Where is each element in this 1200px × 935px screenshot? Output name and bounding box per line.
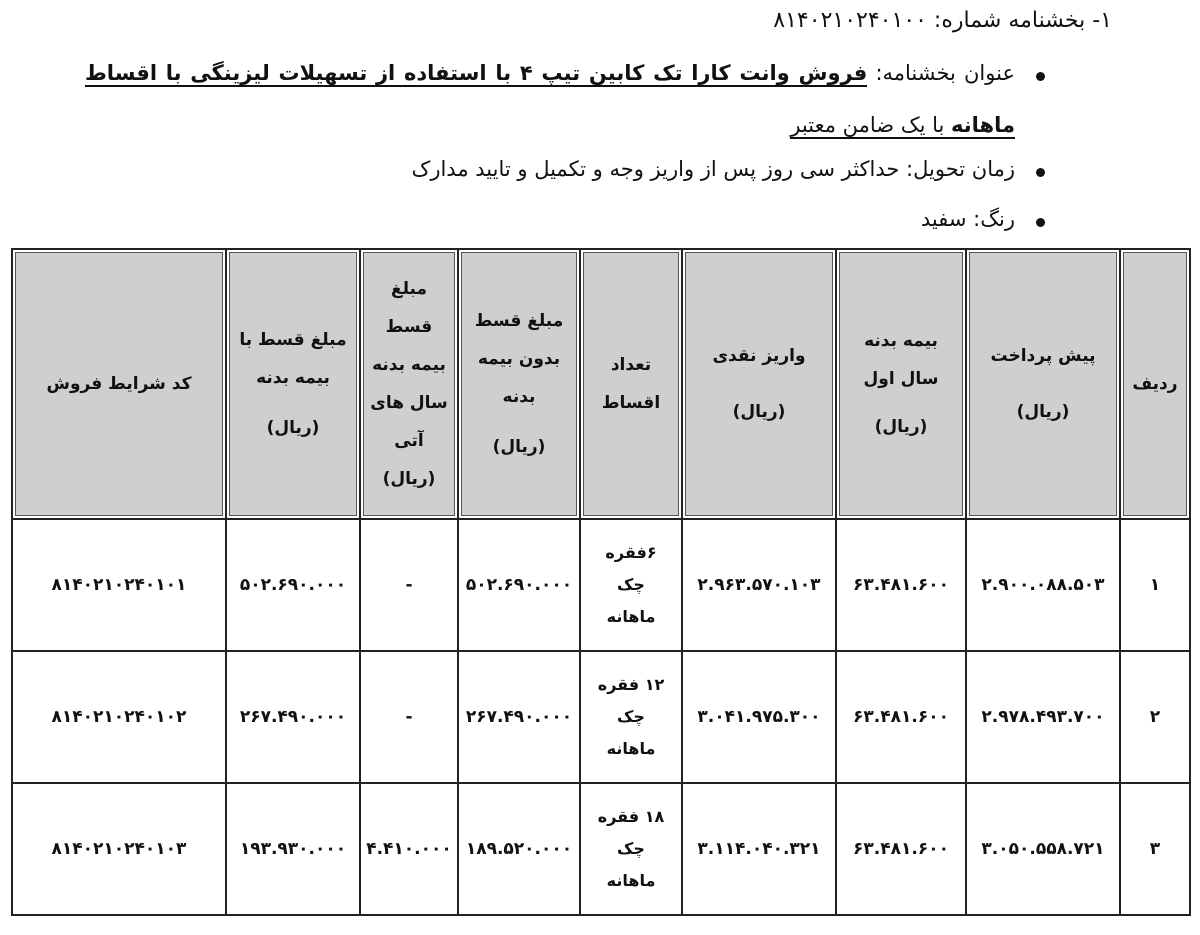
cell-installment-without-insurance: ۱۸۹.۵۲۰.۰۰۰ (458, 783, 580, 915)
bullet-title (85, 56, 1015, 90)
cell-prepayment: ۲.۹۷۸.۴۹۳.۷۰۰ (966, 651, 1120, 783)
circular-heading (773, 6, 1112, 36)
title-label: عنوان بخشنامه: (875, 61, 1015, 85)
header-prepayment: پیش پرداخت (ریال) (966, 249, 1120, 519)
cell-sales-code: ۸۱۴۰۲۱۰۲۴۰۱۰۳ (12, 783, 226, 915)
cell-installment-with-insurance: ۲۶۷.۴۹۰.۰۰۰ (226, 651, 360, 783)
title-value-bold: ماهانه (951, 113, 1015, 137)
title-value-rest: با یک ضامن معتبر (790, 113, 952, 137)
cell-future-insurance-installment: - (360, 519, 458, 651)
heading-label: بخشنامه شماره: (933, 8, 1086, 33)
cell-row-number: ۲ (1120, 651, 1190, 783)
table-header-row (12, 249, 1190, 519)
bullet-dot (1036, 218, 1045, 227)
cell-insurance: ۶۳.۴۸۱.۶۰۰ (836, 651, 966, 783)
header-installment-with-insurance: مبلغ قسط با بیمه بدنه (ریال) (226, 249, 360, 519)
bullet-delivery (412, 152, 1015, 186)
cell-installment-count: ۶فقره چک ماهانه (580, 519, 682, 651)
title-value-line1: فروش وانت کارا تک کابین تیپ ۴ با استفاده از تسهیلات لیزینگی با اقساط (85, 61, 868, 85)
cell-row-number: ۱ (1120, 519, 1190, 651)
cell-prepayment: ۳.۰۵۰.۵۵۸.۷۲۱ (966, 783, 1120, 915)
cell-installment-with-insurance: ۱۹۳.۹۳۰.۰۰۰ (226, 783, 360, 915)
cell-prepayment: ۲.۹۰۰.۰۸۸.۵۰۳ (966, 519, 1120, 651)
cell-installment-without-insurance: ۵۰۲.۶۹۰.۰۰۰ (458, 519, 580, 651)
cell-future-insurance-installment: ۴.۴۱۰.۰۰۰ (360, 783, 458, 915)
cell-installment-count: ۱۲ فقره چک ماهانه (580, 651, 682, 783)
bullet-title-continuation (790, 108, 1015, 142)
delivery-text: زمان تحویل: حداکثر سی روز پس از واریز وجه و تکمیل و تایید مدارک (411, 157, 1015, 181)
bullet-dot (1036, 72, 1045, 81)
cell-installment-with-insurance: ۵۰۲.۶۹۰.۰۰۰ (226, 519, 360, 651)
heading-number: ۱- (1092, 8, 1112, 33)
table-row (12, 783, 1190, 915)
cell-cash: ۲.۹۶۳.۵۷۰.۱۰۳ (682, 519, 836, 651)
header-installment-without-insurance: مبلغ قسط بدون بیمه بدنه (ریال) (458, 249, 580, 519)
bullet-color (921, 202, 1015, 236)
cell-cash: ۳.۱۱۴.۰۴۰.۳۲۱ (682, 783, 836, 915)
cell-row-number: ۳ (1120, 783, 1190, 915)
color-text: رنگ: سفید (920, 207, 1015, 231)
cell-insurance: ۶۳.۴۸۱.۶۰۰ (836, 783, 966, 915)
header-sales-code: کد شرایط فروش (12, 249, 226, 519)
cell-insurance: ۶۳.۴۸۱.۶۰۰ (836, 519, 966, 651)
header-future-insurance-installment: مبلغ قسط بیمه بدنه سال های آتی (ریال) (360, 249, 458, 519)
sales-conditions-table (11, 248, 1191, 916)
table-row (12, 651, 1190, 783)
cell-sales-code: ۸۱۴۰۲۱۰۲۴۰۱۰۲ (12, 651, 226, 783)
cell-cash: ۳.۰۴۱.۹۷۵.۳۰۰ (682, 651, 836, 783)
cell-installment-without-insurance: ۲۶۷.۴۹۰.۰۰۰ (458, 651, 580, 783)
header-row-number: ردیف (1120, 249, 1190, 519)
cell-installment-count: ۱۸ فقره چک ماهانه (580, 783, 682, 915)
header-installment-count: تعداد اقساط (580, 249, 682, 519)
circular-number: ۸۱۴۰۲۱۰۲۴۰۱۰۰ (773, 8, 927, 33)
bullet-dot (1036, 168, 1045, 177)
cell-sales-code: ۸۱۴۰۲۱۰۲۴۰۱۰۱ (12, 519, 226, 651)
header-cash-payment: واریز نقدی (ریال) (682, 249, 836, 519)
header-first-year-insurance: بیمه بدنه سال اول (ریال) (836, 249, 966, 519)
table-row (12, 519, 1190, 651)
cell-future-insurance-installment: - (360, 651, 458, 783)
